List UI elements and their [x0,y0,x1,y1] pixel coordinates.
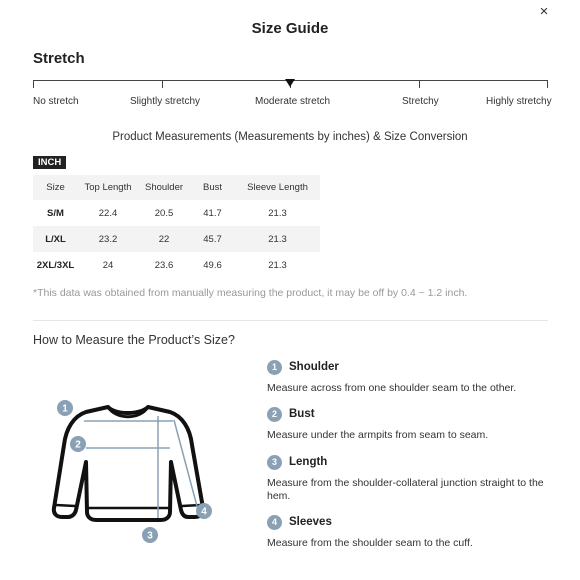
measurements-title: Product Measurements (Measurements by inches) & Size Conversion [112,131,468,143]
stretch-selected-marker [285,79,295,87]
sweatshirt-diagram [50,390,220,550]
marker-2-label: 2 [75,439,81,451]
table-cell: 23.2 [78,226,138,252]
table-cell: 22 [138,226,190,252]
step-name: Shoulder [289,361,339,373]
stretch-scale [33,80,552,110]
stretch-label-slightly-stretchy: Slightly stretchy [130,96,201,107]
stretch-tick [33,80,34,88]
step-name: Length [289,456,328,468]
table-cell: 23.6 [154,259,174,271]
step-name: Sleeves [289,516,332,528]
table-cell: S/M [47,207,64,219]
column-header: Top Length [78,175,138,200]
table-cell: 41.7 [203,207,222,219]
step-sleeves [267,513,557,550]
column-header: Bust [190,175,235,200]
stretch-tick [547,80,548,88]
stretch-tick [162,80,163,88]
sweatshirt-left-cuff [56,505,75,506]
step-name: Bust [289,408,315,420]
column-header: Sleeve Length [235,175,320,200]
table-cell: 21.3 [268,207,287,219]
modal-title: Size Guide [251,20,329,37]
step-number-badge: 3 [267,455,282,470]
marker-2 [70,436,86,452]
marker-3 [142,527,158,543]
table-cell: 22.4 [98,207,118,219]
stretch-label-highly-stretchy: Highly stretchy [486,96,552,107]
step-number-badge: 1 [267,360,282,375]
marker-4-label: 4 [201,506,207,518]
step-bust [267,405,557,442]
stretch-tick [419,80,420,88]
column-header: Shoulder [138,175,190,200]
step-length [267,453,557,503]
step-description: Measure from the shoulder-collateral junction straight to the hem. [267,477,544,502]
unit-badge: INCH [33,156,66,169]
table-cell: 24 [102,259,114,271]
close-icon[interactable]: × [539,3,549,20]
table-cell: L/XL [33,226,78,252]
stretch-heading: Stretch [33,50,85,67]
step-number-badge: 2 [267,407,282,422]
step-description: Measure under the armpits from seam to seam. [267,429,489,441]
table-row [33,252,320,278]
table-header-row [33,175,320,200]
stretch-label-no-stretch: No stretch [33,96,79,107]
measurement-note: *This data was obtained from manually measuring the product, it may be off by 0.4 ~ 1.2 inch. [33,287,468,299]
marker-4 [196,503,212,519]
table-cell: 2XL/3XL [36,259,75,271]
table-cell: 20.5 [154,207,174,219]
how-to-measure-title: How to Measure the Product’s Size? [33,333,235,347]
marker-3-label: 3 [147,530,153,542]
table-row [33,226,320,252]
size-table [33,175,320,278]
table-cell: 45.7 [190,226,235,252]
step-number-badge: 4 [267,515,282,530]
column-header: Size [33,175,78,200]
table-cell: 49.6 [203,259,222,271]
marker-1 [57,400,73,416]
section-divider [33,320,548,321]
step-shoulder [267,358,557,395]
table-row [33,200,320,226]
stretch-label-stretchy: Stretchy [402,96,439,107]
stretch-label-moderate-stretch: Moderate stretch [255,96,331,107]
table-cell: 21.3 [268,259,287,271]
marker-1-label: 1 [62,403,68,415]
sweatshirt-outline [54,407,203,520]
step-description: Measure across from one shoulder seam to the other. [267,382,517,394]
step-description: Measure from the shoulder seam to the cuff. [267,537,473,549]
table-cell: 21.3 [235,226,320,252]
